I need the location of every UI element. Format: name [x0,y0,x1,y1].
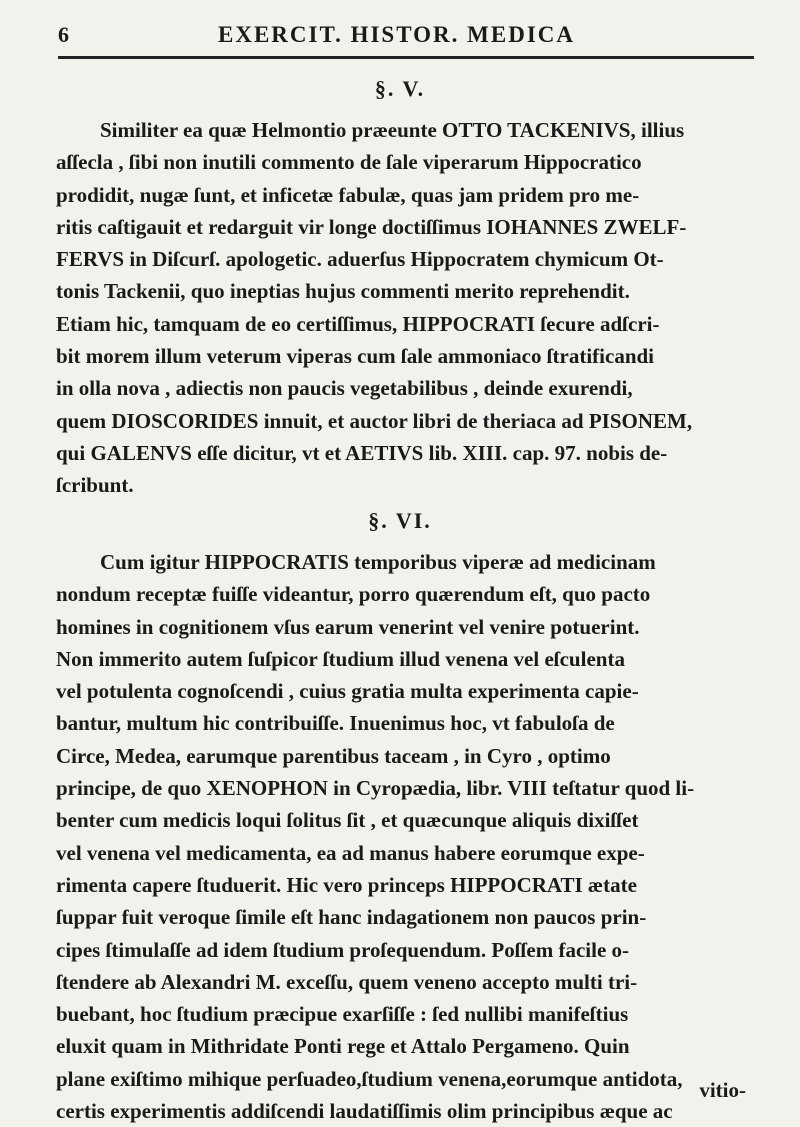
text-line: principe, de quo XENOPHON in Cyropædia, libr. VIII teſtatur quod li- [56,776,695,801]
running-title: EXERCIT. HISTOR. MEDICA [218,22,575,47]
text-line: Etiam hic, tamquam de eo certiſſimus, HIPPOCRATI ſecure adſcri- [56,311,660,336]
text-line: ſuppar fuit veroque ſimile eſt hanc indagationem non paucos prin- [56,905,647,930]
text-line: qui GALENVS eſſe dicitur, vt et AETIVS lib. XIII. cap. 97. nobis de- [56,440,668,465]
section-heading-vi: §. VI. [368,508,432,533]
text-line: in olla nova , adiectis non paucis vegetabilibus , deinde exurendi, [56,376,633,401]
text-line: ritis caſtigauit et redarguit vir longe doctiſſimus IOHANNES ZWELF- [56,214,687,239]
text-line: eluxit quam in Mithridate Ponti rege et Attalo Pergameno. Quin [56,1034,630,1059]
text-line: rimenta capere ſtuduerit. Hic vero princeps HIPPOCRATI ætate [56,872,637,897]
text-line: homines in cognitionem vſus earum venerint vel venire potuerint. [56,614,640,639]
text-line: buebant, hoc ſtudium præcipue exarſiſſe : ſed nullibi manifeſtius [56,1002,629,1027]
text-line: ſcribunt. [56,473,134,498]
header-rule [58,56,754,59]
text-line: benter cum medicis loqui ſolitus ſit , et quæcunque aliquis dixiſſet [56,808,639,833]
running-header [58,20,748,60]
text-line: quem DIOSCORIDES innuit, et auctor libri de theriaca ad PISONEM, [56,408,693,433]
text-line: aſſecla , ſibi non inutili commento de ſale viperarum Hippocratico [56,150,642,175]
text-line: prodidit, nugæ ſunt, et inficetæ fabulæ, quas jam pridem pro me- [56,182,640,207]
text-line: FERVS in Diſcurſ. apologetic. aduerſus Hippocratem chymicum Ot- [56,247,664,272]
text-line: Cum igitur HIPPOCRATIS temporibus viperæ ad medicinam [100,550,656,574]
catchword: vitio- [699,1078,746,1102]
text-line: ſtendere ab Alexandri M. exceſſu, quem veneno accepto multi tri- [56,969,638,994]
text-line: cipes ſtimulaſſe ad idem ſtudium proſequendum. Poſſem facile o- [56,937,630,962]
text-line: vel potulenta cognoſcendi , cuius gratia multa experimenta capie- [56,679,639,704]
text-line: nondum receptæ fuiſſe videantur, porro quærendum eſt, quo pacto [56,582,651,607]
text-line: Similiter ea quæ Helmontio præeunte OTTO TACKENIVS, illius [100,118,685,142]
text-line: plane exiſtimo mihique perſuadeo,ſtudium venena,eorumque antidota, [56,1066,683,1091]
paragraph-section-v [56,114,776,502]
page-number: 6 [58,22,71,47]
text-line: certis experimentis addiſcendi laudatiſſimis olim principibus æque ac [56,1099,673,1124]
text-line: tonis Tackenii, quo ineptias hujus commenti merito reprehendit. [56,279,630,304]
paragraph-section-vi [56,546,776,1127]
text-line: vel venena vel medicamenta, ea ad manus habere eorumque expe- [56,840,645,865]
text-line: Circe, Medea, earumque parentibus taceam , in Cyro , optimo [56,743,611,768]
section-heading-v: §. V. [374,76,426,101]
text-line: bantur, multum hic contribuiſſe. Inuenimus hoc, vt fabuloſa de [56,711,615,736]
text-line: bit morem illum veterum viperas cum ſale ammoniaco ſtratificandi [56,344,655,369]
text-line: Non immerito autem ſuſpicor ſtudium illud venena vel eſculenta [56,646,625,671]
